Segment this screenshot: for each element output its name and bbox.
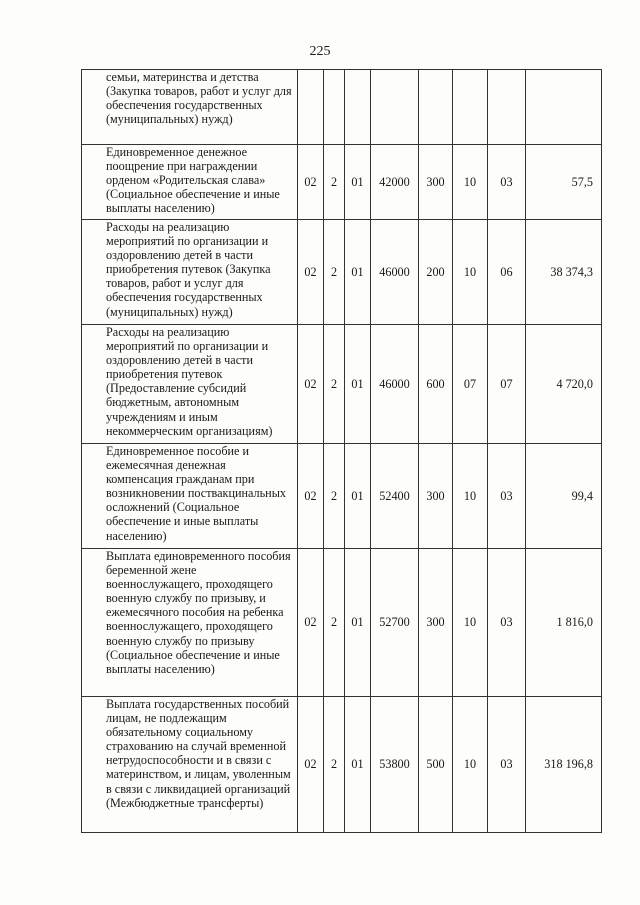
code-program [298,70,324,145]
code-program: 02 [298,325,324,444]
row-description: Единовременное денежное поощрение при награждении орденом «Родительская слава» (Социальное обеспечение и иные выплаты населению) [82,145,298,220]
code-subsection: 03 [488,549,526,697]
code-expense-type: 600 [419,325,453,444]
table-row [82,444,602,549]
row-description: Расходы на реализацию мероприятий по организации и оздоровлению детей в части приобретения путевок (Предоставление субсидий бюджетным, автономным учреждениям и иным некоммерческим организациям) [82,325,298,444]
code-expense-type: 200 [419,220,453,325]
code-program: 02 [298,145,324,220]
code-direction: 53800 [371,697,419,833]
code-section: 07 [453,325,488,444]
code-main-activity: 01 [345,325,371,444]
code-direction: 46000 [371,325,419,444]
code-subsection: 03 [488,697,526,833]
code-subprogram: 2 [324,549,345,697]
code-program: 02 [298,220,324,325]
code-main-activity: 01 [345,220,371,325]
code-section: 10 [453,697,488,833]
row-description: Выплата единовременного пособия беременной жене военнослужащего, проходящего военную службу по призыву, и ежемесячного пособия на ребенка военнослужащего, проходящего военную службу по призыву (Социальное обеспечение и иные выплаты населению) [82,549,298,697]
page-number: 225 [309,44,331,59]
row-description: семьи, материнства и детства (Закупка товаров, работ и услуг для обеспечения государственных (муниципальных) нужд) [82,70,298,145]
code-section: 10 [453,145,488,220]
code-subprogram: 2 [324,145,345,220]
table-row [82,549,602,697]
code-main-activity [345,70,371,145]
code-section: 10 [453,444,488,549]
table-row [82,325,602,444]
code-expense-type: 500 [419,697,453,833]
code-program: 02 [298,697,324,833]
code-subsection: 03 [488,444,526,549]
code-subprogram: 2 [324,325,345,444]
code-expense-type: 300 [419,549,453,697]
table-row [82,70,602,145]
code-subprogram: 2 [324,220,345,325]
code-expense-type [419,70,453,145]
code-main-activity: 01 [345,145,371,220]
code-direction: 52700 [371,549,419,697]
code-main-activity: 01 [345,697,371,833]
row-amount: 318 196,8 [526,697,602,833]
row-amount: 1 816,0 [526,549,602,697]
code-subsection: 03 [488,145,526,220]
code-section [453,70,488,145]
code-subprogram: 2 [324,697,345,833]
code-main-activity: 01 [345,549,371,697]
code-subsection [488,70,526,145]
row-amount: 99,4 [526,444,602,549]
row-amount: 57,5 [526,145,602,220]
code-subprogram: 2 [324,444,345,549]
code-section: 10 [453,549,488,697]
code-expense-type: 300 [419,444,453,549]
table-row [82,145,602,220]
code-subsection: 06 [488,220,526,325]
code-direction: 42000 [371,145,419,220]
code-program: 02 [298,444,324,549]
row-amount: 4 720,0 [526,325,602,444]
code-direction [371,70,419,145]
code-main-activity: 01 [345,444,371,549]
table-row [82,220,602,325]
row-description: Единовременное пособие и ежемесячная денежная компенсация гражданам при возникновении поствакцинальных осложнений (Социальное обеспечение и иные выплаты населению) [82,444,298,549]
budget-table [81,69,602,833]
code-program: 02 [298,549,324,697]
code-direction: 46000 [371,220,419,325]
code-section: 10 [453,220,488,325]
row-amount [526,70,602,145]
row-amount: 38 374,3 [526,220,602,325]
code-expense-type: 300 [419,145,453,220]
row-description: Расходы на реализацию мероприятий по организации и оздоровлению детей в части приобретения путевок (Закупка товаров, работ и услуг для обеспечения государственных (муниципальных) нужд) [82,220,298,325]
code-direction: 52400 [371,444,419,549]
table-row [82,697,602,833]
code-subsection: 07 [488,325,526,444]
row-description: Выплата государственных пособий лицам, не подлежащим обязательному социальному страхованию на случай временной нетрудоспособности и в связи с материнством, и лицам, уволенным в связи с ликвидацией организаций (Межбюджетные трансферты) [82,697,298,833]
code-subprogram [324,70,345,145]
